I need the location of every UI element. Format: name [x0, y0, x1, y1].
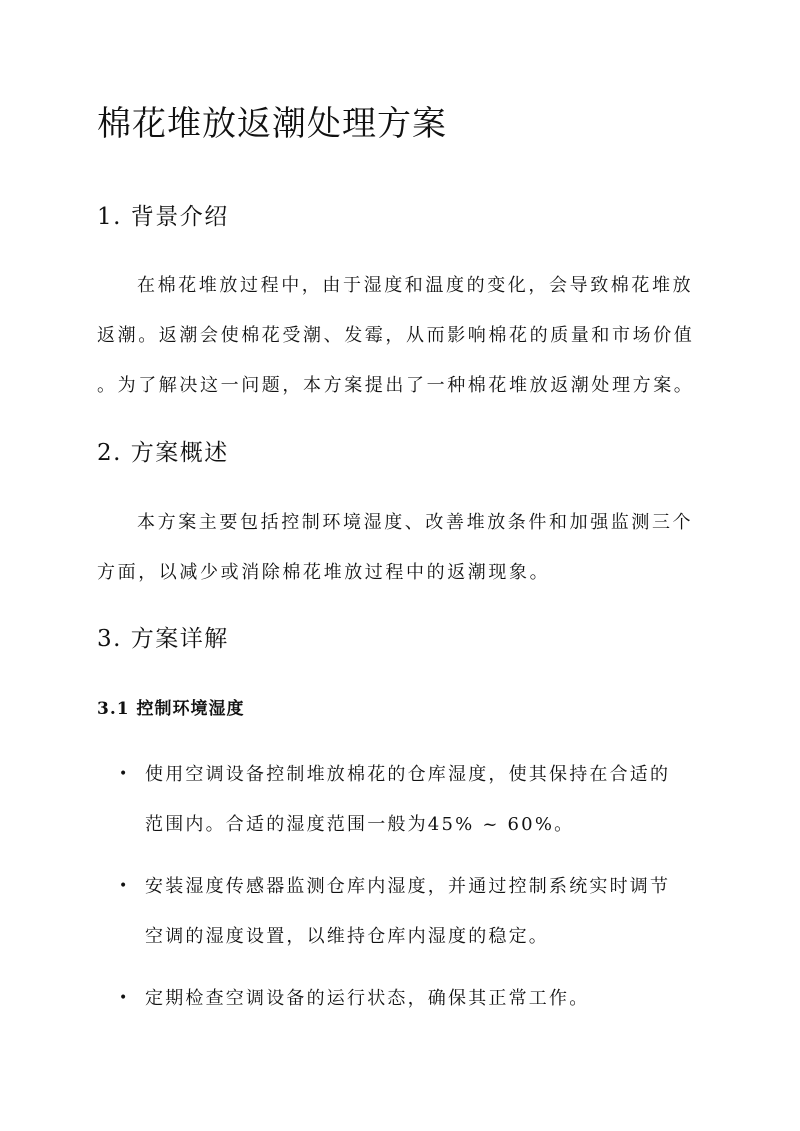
bullet-icon: •: [119, 878, 128, 894]
document-title: 棉花堆放返潮处理方案: [97, 104, 447, 144]
paragraph-line: 本方案主要包括控制环境湿度、改善堆放条件和加强监测三个: [137, 512, 694, 533]
paragraph-line: 方面，以减少或消除棉花堆放过程中的返潮现象。: [97, 562, 551, 583]
subsection-heading: 3.1 控制环境湿度: [97, 699, 245, 719]
bullet-icon: •: [119, 990, 128, 1006]
paragraph-line: 在棉花堆放过程中，由于湿度和温度的变化，会导致棉花堆放: [137, 275, 694, 296]
bullet-line: 范围内。合适的湿度范围一般为45% ~ 60%。: [145, 814, 575, 835]
paragraph-line: 返潮。返潮会使棉花受潮、发霉，从而影响棉花的质量和市场价值: [97, 325, 695, 346]
section-heading-background: 1. 背景介绍: [97, 204, 229, 230]
bullet-line: 使用空调设备控制堆放棉花的仓库湿度，使其保持在合适的: [145, 764, 671, 785]
bullet-line: 安装湿度传感器监测仓库内湿度，并通过控制系统实时调节: [145, 876, 671, 897]
section-heading-details: 3. 方案详解: [97, 626, 229, 652]
bullet-line: 定期检查空调设备的运行状态，确保其正常工作。: [145, 988, 590, 1009]
paragraph-line: 。为了解决这一问题，本方案提出了一种棉花堆放返潮处理方案。: [97, 375, 695, 396]
section-heading-overview: 2. 方案概述: [97, 440, 229, 466]
bullet-line: 空调的湿度设置，以维持仓库内湿度的稳定。: [145, 926, 549, 947]
bullet-icon: •: [119, 766, 128, 782]
